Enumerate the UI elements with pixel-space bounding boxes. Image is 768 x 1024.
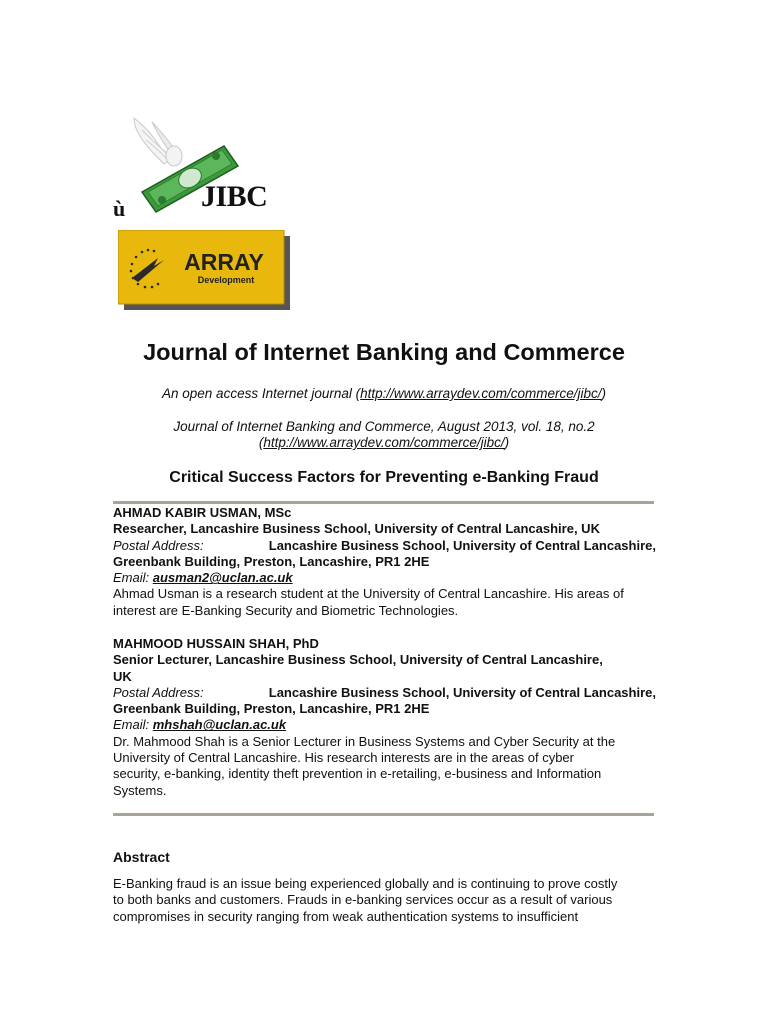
journal-title: Journal of Internet Banking and Commerce	[143, 339, 625, 365]
open-access-line	[0, 386, 768, 401]
author-position: Senior Lecturer, Lancashire Business School, University of Central Lancashire,	[113, 652, 603, 668]
author-position: Researcher, Lancashire Business School, University of Central Lancashire, UK	[113, 521, 600, 537]
author-postal-line	[113, 538, 656, 554]
postal-address-line1: Lancashire Business School, University of Central Lancashire,	[268, 537, 656, 553]
author-position-line2: UK	[113, 668, 132, 684]
author-bio-line: University of Central Lancashire. His research interests are in the areas of cyber	[113, 750, 574, 766]
postal-address-line2: Greenbank Building, Preston, Lancashire, PR1 2HE	[113, 701, 430, 717]
author-email-link[interactable]: mhshah@uclan.ac.uk	[152, 717, 287, 733]
author-name: MAHMOOD HUSSAIN SHAH, PhD	[113, 636, 319, 651]
array-logo-subtext: Development	[197, 275, 255, 285]
paper-title: Critical Success Factors for Preventing e-Banking Fraud	[169, 469, 599, 486]
abstract-line: E-Banking fraud is an issue being experienced globally and is continuing to prove costly	[113, 876, 618, 891]
author-name: AHMAD KABIR USMAN, MSc	[113, 505, 292, 520]
abstract-line: compromises in security ranging from weak authentication systems to insufficient	[113, 908, 579, 924]
bottom-divider	[113, 813, 654, 816]
abstract-body	[113, 876, 656, 925]
postal-address-line1: Lancashire Business School, University of Central Lancashire,	[268, 684, 656, 700]
email-label: Email:	[113, 717, 150, 733]
author-postal-line	[113, 685, 656, 701]
citation-url-prefix: (	[258, 435, 264, 450]
author-email-line	[113, 570, 656, 586]
email-label: Email:	[113, 570, 150, 586]
author-block-2	[113, 636, 656, 799]
author-bio-line: Ahmad Usman is a research student at the University of Central Lancashire. His areas of	[113, 586, 624, 602]
citation-url-line	[0, 435, 768, 450]
author-bio-line: Systems.	[113, 782, 167, 798]
open-access-suffix: )	[601, 386, 606, 401]
top-divider	[113, 501, 654, 504]
array-development-logo	[118, 230, 290, 310]
u-mark: ù	[113, 196, 126, 221]
journal-url-link[interactable]: http://www.arraydev.com/commerce/jibc/	[360, 386, 602, 401]
array-logo-text: ARRAY	[184, 249, 264, 275]
author-email-line	[113, 717, 656, 733]
postal-label: Postal Address:	[113, 537, 204, 553]
postal-label: Postal Address:	[113, 684, 204, 700]
author-block-1	[113, 505, 656, 619]
author-bio-line: interest are E-Banking Security and Biometric Technologies.	[113, 602, 459, 618]
postal-address-line2: Greenbank Building, Preston, Lancashire, PR1 2HE	[113, 553, 430, 569]
author-email-link[interactable]: ausman2@uclan.ac.uk	[152, 570, 293, 586]
jibc-logo-text: JIBC	[201, 180, 268, 213]
author-bio-line: Dr. Mahmood Shah is a Senior Lecturer in Business Systems and Cyber Security at the	[113, 733, 616, 749]
abstract-line: to both banks and customers. Frauds in e-banking services occur as a result of various	[113, 892, 613, 908]
open-access-prefix: An open access Internet journal (	[162, 386, 361, 401]
citation-url-link[interactable]: http://www.arraydev.com/commerce/jibc/	[263, 435, 505, 450]
author-bio-line: security, e-banking, identity theft prevention in e-retailing, e-business and Information	[113, 766, 602, 782]
citation-url-suffix: )	[504, 435, 510, 450]
abstract-heading: Abstract	[113, 849, 170, 865]
citation-line: Journal of Internet Banking and Commerce, August 2013, vol. 18, no.2	[173, 419, 595, 434]
